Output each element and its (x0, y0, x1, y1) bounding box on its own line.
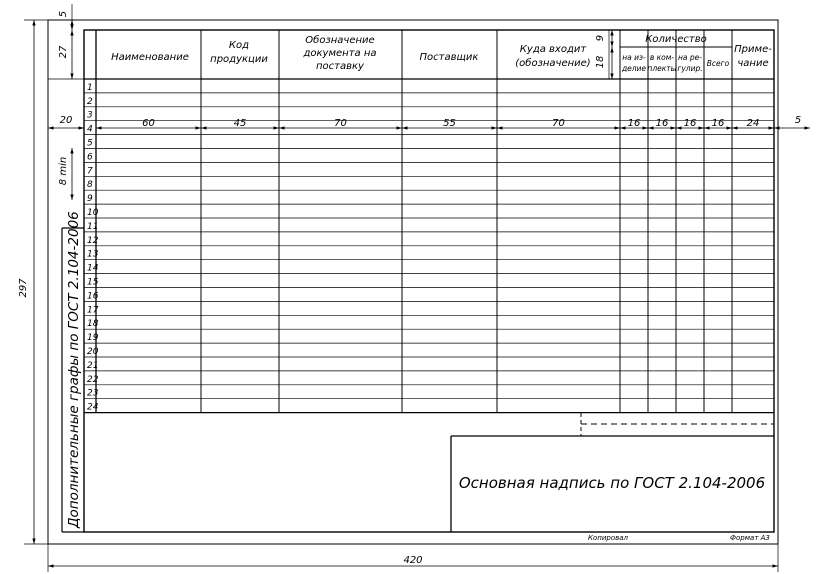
row-number: 14 (87, 263, 99, 274)
row-number: 19 (87, 333, 99, 344)
header-qty-sets-line1: в ком- (649, 53, 675, 62)
row-number: 4 (87, 124, 93, 135)
header-qty-adjust-line2: гулир. (677, 64, 703, 73)
row-number: 13 (87, 249, 99, 260)
drawing-frame (84, 30, 774, 532)
header-doc-line3: поставку (316, 61, 364, 72)
row-number: 16 (87, 291, 99, 302)
row-number: 6 (87, 152, 93, 163)
column-width-label: 16 (627, 118, 641, 129)
row-number: 9 (87, 194, 93, 205)
row-number: 23 (87, 388, 99, 399)
footer-copied: Копировал (588, 534, 628, 542)
dim-top-margin: 5 (58, 10, 69, 18)
header-doc-line2: документа на (303, 48, 377, 59)
header-code-line2: продукции (210, 54, 268, 65)
column-width-label: 55 (443, 118, 456, 129)
header-where-line2: (обозначение) (515, 58, 591, 69)
row-number: 15 (87, 277, 99, 288)
row-number: 21 (87, 360, 99, 371)
header-code-line1: Код (228, 40, 250, 51)
header-quantity: Количество (645, 34, 707, 45)
row-number: 24 (87, 402, 99, 413)
header-doc-line1: Обозначение (305, 35, 375, 46)
header-qty-product-line1: на из- (622, 53, 646, 62)
row-number: 17 (87, 305, 99, 316)
row-number: 8 (87, 180, 93, 191)
row-number: 7 (87, 166, 93, 177)
row-number: 18 (87, 319, 99, 330)
dim-left-field: 20 (59, 115, 73, 126)
dim-row-height: 8 min (58, 156, 69, 186)
row-number: 20 (87, 347, 99, 357)
column-width-labels (142, 118, 759, 129)
column-width-label: 16 (711, 118, 725, 129)
header-name: Наименование (111, 52, 189, 63)
row-number: 12 (87, 235, 99, 246)
column-width-label: 16 (683, 118, 697, 129)
row-number: 5 (87, 138, 93, 149)
header-qty-sets-line2: плекты (647, 64, 677, 73)
dim-header-upper: 9 (595, 34, 606, 42)
row-number: 1 (87, 82, 93, 93)
header-note-line1: Приме- (734, 44, 772, 55)
dim-sheet-height: 297 (18, 278, 29, 298)
column-width-label: 16 (655, 118, 669, 129)
column-width-label: 45 (233, 118, 247, 129)
dim-header-lower: 18 (595, 55, 606, 69)
header-supplier: Поставщик (419, 52, 479, 63)
footer-format: Формат А3 (730, 534, 770, 542)
header-note-line2: чание (737, 58, 769, 69)
column-width-label: 24 (746, 118, 760, 129)
column-width-label: 70 (552, 118, 565, 129)
table-grid (59, 30, 774, 532)
dim-right-margin: 5 (794, 115, 802, 126)
row-number-list (87, 83, 99, 413)
header-qty-total: Всего (706, 59, 730, 68)
column-width-label: 70 (334, 118, 347, 129)
title-block-text: Основная надпись по ГОСТ 2.104-2006 (458, 474, 766, 492)
row-number: 2 (87, 96, 93, 107)
header-qty-adjust-line1: на ре- (678, 53, 702, 62)
row-number: 22 (87, 374, 99, 385)
sheet-border (48, 20, 778, 544)
dim-sheet-width: 420 (403, 555, 423, 566)
column-width-label: 60 (142, 118, 155, 129)
header-qty-product-line2: делие (621, 64, 647, 73)
side-additional-columns-text: Дополнительные графы по ГОСТ 2.104-2006 (66, 211, 82, 528)
row-number: 3 (87, 110, 93, 121)
header-where-line1: Куда входит (519, 44, 587, 55)
row-number: 11 (87, 221, 99, 232)
row-number: 10 (87, 208, 99, 218)
dim-header-height: 27 (58, 45, 69, 59)
